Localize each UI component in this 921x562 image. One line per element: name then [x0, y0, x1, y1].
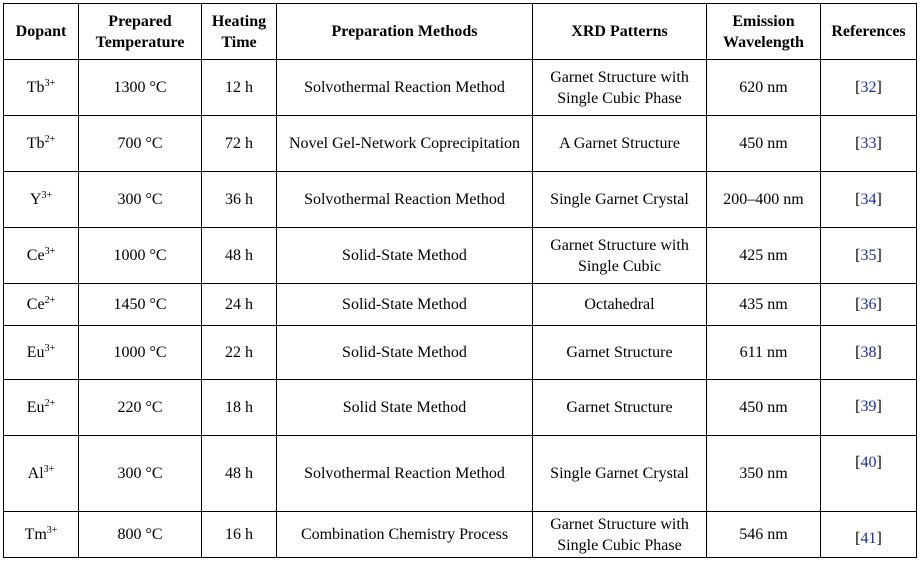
dopant-element: Ce: [26, 296, 45, 313]
header-heating-time: Heating Time: [202, 4, 277, 60]
cell-heating-time: 36 h: [202, 172, 277, 228]
cell-dopant: [4, 172, 79, 228]
cell-heating-time: 24 h: [202, 284, 277, 326]
header-row: [4, 4, 917, 60]
cell-emission-wavelength: 435 nm: [707, 284, 821, 326]
cell-temperature: 1450 °C: [79, 284, 202, 326]
header-references: References: [821, 4, 917, 60]
cell-temperature: 220 °C: [79, 380, 202, 436]
table-row: [4, 436, 917, 512]
table-row: [4, 284, 917, 326]
cell-heating-time: 16 h: [202, 512, 277, 558]
cell-emission-wavelength: 200–400 nm: [707, 172, 821, 228]
cell-heating-time: 48 h: [202, 228, 277, 284]
reference-link[interactable]: 40: [860, 454, 877, 471]
cell-xrd-pattern: Single Garnet Crystal: [533, 436, 707, 512]
cell-temperature: 300 °C: [79, 172, 202, 228]
header-dopant: Dopant: [4, 4, 79, 60]
cell-reference: [34]: [821, 172, 917, 228]
reference-link[interactable]: 34: [860, 191, 877, 208]
header-prepared-temperature: Prepared Temperature: [79, 4, 202, 60]
cell-xrd-pattern: Garnet Structure with Single Cubic Phase: [533, 60, 707, 116]
cell-temperature: 800 °C: [79, 512, 202, 558]
dopant-charge: 3+: [44, 246, 56, 257]
cell-reference: [40]: [821, 436, 917, 512]
dopant-element: Tb: [26, 79, 45, 96]
cell-dopant: [4, 512, 79, 558]
cell-preparation-method: Solid-State Method: [277, 284, 533, 326]
cell-dopant: [4, 326, 79, 380]
cell-heating-time: 22 h: [202, 326, 277, 380]
reference-link[interactable]: 41: [860, 530, 877, 547]
dopant-element: Tb: [26, 135, 45, 152]
cell-emission-wavelength: 450 nm: [707, 116, 821, 172]
cell-preparation-method: Solid-State Method: [277, 326, 533, 380]
reference-link[interactable]: 32: [860, 79, 877, 96]
cell-reference: [36]: [821, 284, 917, 326]
cell-xrd-pattern: Garnet Structure: [533, 380, 707, 436]
dopant-element: Tm: [24, 526, 47, 543]
cell-dopant: [4, 436, 79, 512]
cell-heating-time: 12 h: [202, 60, 277, 116]
dopant-charge: 2+: [44, 398, 56, 409]
dopant-element: Eu: [26, 399, 45, 416]
cell-emission-wavelength: 425 nm: [707, 228, 821, 284]
cell-xrd-pattern: Garnet Structure: [533, 326, 707, 380]
cell-xrd-pattern: A Garnet Structure: [533, 116, 707, 172]
cell-reference: [33]: [821, 116, 917, 172]
table-row: [4, 116, 917, 172]
cell-reference: [38]: [821, 326, 917, 380]
cell-xrd-pattern: Garnet Structure with Single Cubic Phase: [533, 512, 707, 558]
dopant-charge: 3+: [43, 464, 55, 475]
table-row: [4, 380, 917, 436]
dopant-charge: 2+: [44, 134, 56, 145]
cell-dopant: [4, 116, 79, 172]
cell-xrd-pattern: Single Garnet Crystal: [533, 172, 707, 228]
cell-dopant: [4, 228, 79, 284]
table-row: [4, 172, 917, 228]
reference-link[interactable]: 39: [860, 398, 877, 415]
cell-preparation-method: Novel Gel-Network Coprecipitation: [277, 116, 533, 172]
cell-xrd-pattern: Garnet Structure with Single Cubic: [533, 228, 707, 284]
cell-emission-wavelength: 350 nm: [707, 436, 821, 512]
cell-temperature: 1000 °C: [79, 228, 202, 284]
cell-heating-time: 48 h: [202, 436, 277, 512]
cell-dopant: [4, 60, 79, 116]
cell-preparation-method: Solvothermal Reaction Method: [277, 436, 533, 512]
dopant-element: Ce: [26, 247, 45, 264]
reference-link[interactable]: 38: [860, 344, 877, 361]
cell-reference: [35]: [821, 228, 917, 284]
dopant-properties-table: [3, 3, 917, 558]
cell-temperature: 1000 °C: [79, 326, 202, 380]
header-emission-wavelength: Emission Wavelength: [707, 4, 821, 60]
reference-link[interactable]: 36: [860, 296, 877, 313]
dopant-charge: 2+: [44, 295, 56, 306]
dopant-element: Eu: [26, 344, 45, 361]
cell-xrd-pattern: Octahedral: [533, 284, 707, 326]
table-row: [4, 512, 917, 558]
reference-link[interactable]: 33: [860, 135, 877, 152]
table-row: [4, 60, 917, 116]
cell-preparation-method: Solvothermal Reaction Method: [277, 60, 533, 116]
dopant-charge: 3+: [44, 78, 56, 89]
cell-emission-wavelength: 546 nm: [707, 512, 821, 558]
cell-temperature: 700 °C: [79, 116, 202, 172]
cell-preparation-method: Solid-State Method: [277, 228, 533, 284]
table-row: [4, 228, 917, 284]
cell-temperature: 300 °C: [79, 436, 202, 512]
cell-dopant: [4, 380, 79, 436]
cell-reference: [32]: [821, 60, 917, 116]
cell-reference: [39]: [821, 380, 917, 436]
cell-dopant: [4, 284, 79, 326]
cell-preparation-method: Combination Chemistry Process: [277, 512, 533, 558]
cell-preparation-method: Solid State Method: [277, 380, 533, 436]
table-body: [4, 60, 917, 558]
cell-emission-wavelength: 620 nm: [707, 60, 821, 116]
cell-emission-wavelength: 450 nm: [707, 380, 821, 436]
cell-heating-time: 72 h: [202, 116, 277, 172]
header-preparation-methods: Preparation Methods: [277, 4, 533, 60]
cell-reference: [41]: [821, 512, 917, 558]
header-xrd-patterns: XRD Patterns: [533, 4, 707, 60]
cell-emission-wavelength: 611 nm: [707, 326, 821, 380]
dopant-element: Al: [27, 465, 44, 482]
table-row: [4, 326, 917, 380]
reference-link[interactable]: 35: [860, 247, 877, 264]
dopant-charge: 3+: [44, 343, 56, 354]
cell-temperature: 1300 °C: [79, 60, 202, 116]
dopant-charge: 3+: [41, 190, 53, 201]
dopant-element: Y: [29, 191, 42, 208]
cell-preparation-method: Solvothermal Reaction Method: [277, 172, 533, 228]
cell-heating-time: 18 h: [202, 380, 277, 436]
dopant-charge: 3+: [46, 525, 58, 536]
